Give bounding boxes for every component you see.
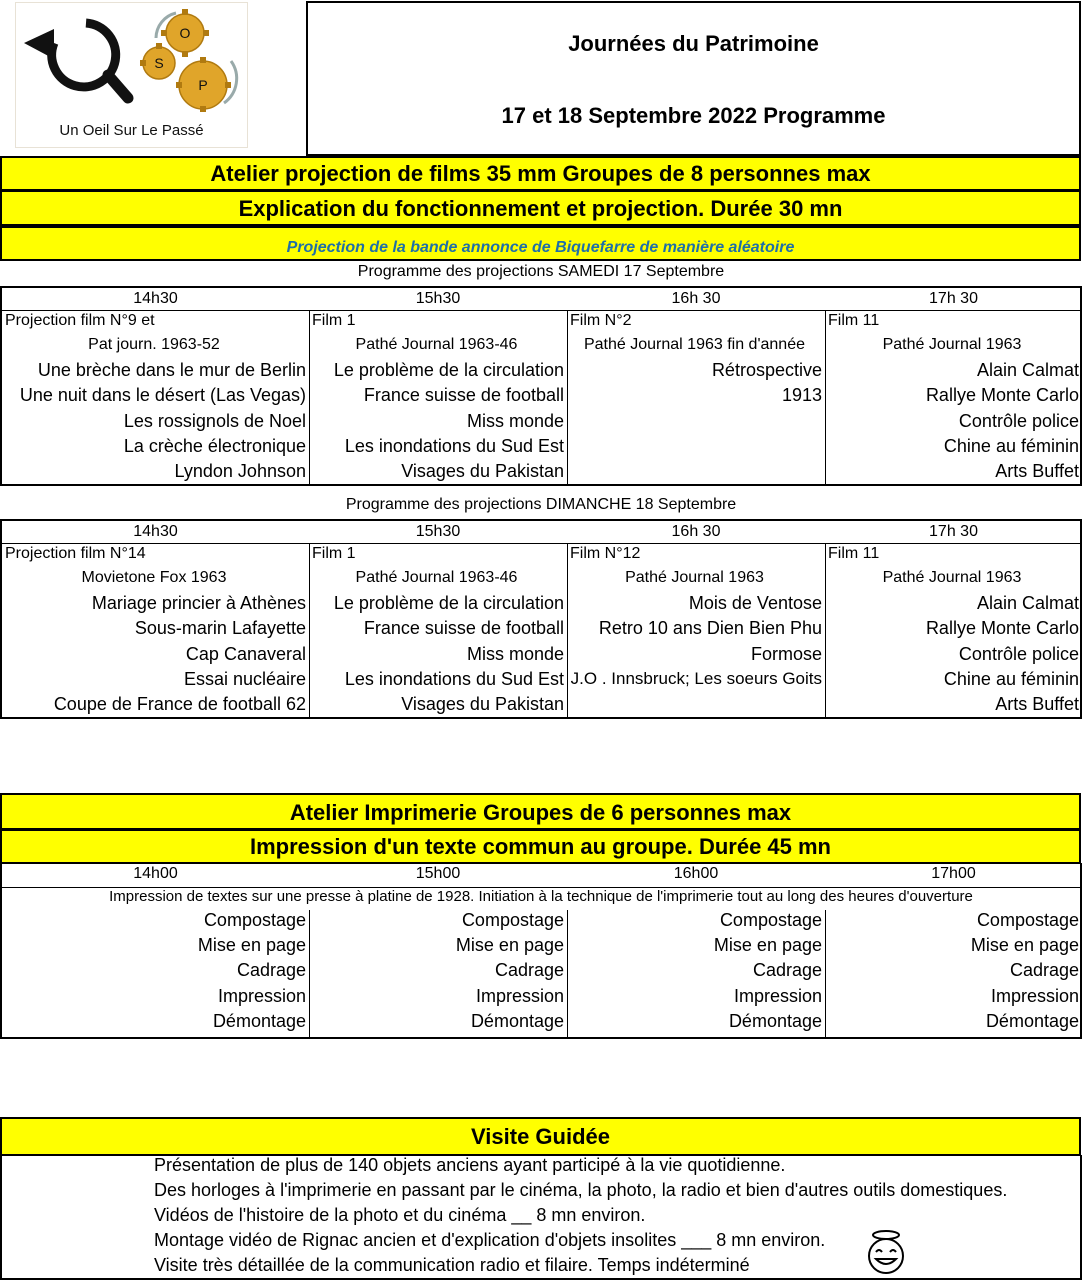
film-item: Le problème de la circulation	[333, 593, 564, 613]
print-step: Mise en page	[713, 935, 822, 955]
time-header: 14h00	[133, 865, 178, 882]
film-item: Visages du Pakistan	[401, 694, 564, 714]
time-header: 16h 30	[671, 523, 721, 540]
visit-line: Présentation de plus de 140 objets anciens ayant participé à la vie quotidienne.	[154, 1155, 786, 1175]
film-item: Rallye Monte Carlo	[925, 618, 1079, 638]
time-header: 16h00	[673, 865, 719, 882]
film-item: Visages du Pakistan	[401, 461, 564, 481]
print-step: Mise en page	[970, 935, 1079, 955]
program-column	[825, 543, 1082, 717]
visit-line: Visite très détaillée de la communication radio et filaire. Temps indéterminé	[154, 1255, 750, 1275]
film-label: Film N°12	[570, 545, 641, 562]
film-item: Chine au féminin	[943, 436, 1079, 456]
time-header: 15h00	[415, 865, 461, 882]
journal-label: Movietone Fox 1963	[81, 569, 227, 586]
sunday-time-row	[2, 521, 1080, 544]
print-workshop-subtitle: Impression d'un texte commun au groupe. Durée 45 mn	[0, 829, 1081, 864]
film-label: Film 1	[312, 312, 356, 329]
print-steps-column	[825, 910, 1082, 1037]
film-workshop-subtitle: Explication du fonctionnement et projection. Durée 30 mn	[0, 190, 1081, 226]
time-header: 14h30	[133, 523, 178, 540]
film-item: Alain Calmat	[976, 360, 1079, 380]
film-item: Coupe de France de football 62	[53, 694, 306, 714]
film-item: Contrôle police	[958, 644, 1079, 664]
film-label: Projection film N°9 et	[5, 312, 155, 329]
print-step: Démontage	[470, 1011, 564, 1031]
film-item: Mois de Ventose	[688, 593, 822, 613]
film-item: France suisse de football	[363, 385, 564, 405]
film-item: Les inondations du Sud Est	[344, 669, 564, 689]
film-item: La crèche électronique	[123, 436, 306, 456]
film-item: Une nuit dans le désert (Las Vegas)	[19, 385, 306, 405]
print-step: Démontage	[728, 1011, 822, 1031]
saturday-time-row	[2, 288, 1080, 311]
angel-smiley-icon	[864, 1229, 908, 1275]
film-item: Arts Buffet	[995, 461, 1079, 481]
svg-text:P: P	[198, 77, 208, 93]
print-step: Impression	[217, 986, 306, 1006]
time-header: 17h 30	[929, 523, 978, 540]
sunday-program-table	[0, 519, 1082, 719]
journal-label: Pathé Journal 1963	[882, 336, 1022, 353]
film-label: Film N°2	[570, 312, 632, 329]
program-column	[567, 310, 826, 484]
visit-line: Des horloges à l'imprimerie en passant par le cinéma, la photo, la radio et bien d'autres outils domestiques.	[154, 1180, 1008, 1200]
print-step: Démontage	[212, 1011, 306, 1031]
saturday-caption: Programme des projections SAMEDI 17 Septembre	[357, 263, 725, 280]
film-item: J.O . Innsbruck; Les soeurs Goits	[570, 669, 822, 688]
film-item: Mariage princier à Athènes	[91, 593, 306, 613]
film-workshop-note: Projection de la bande annonce de Biquefarre de manière aléatoire	[286, 239, 795, 256]
film-item: Les inondations du Sud Est	[344, 436, 564, 456]
time-header: 15h30	[415, 523, 461, 540]
journal-label: Pathé Journal 1963	[625, 569, 764, 586]
sunday-caption: Programme des projections DIMANCHE 18 Septembre	[345, 496, 737, 513]
print-step: Cadrage	[494, 960, 564, 980]
film-item: 1913	[781, 385, 822, 405]
saturday-program-table	[0, 286, 1082, 486]
journal-label: Pat journ. 1963-52	[88, 336, 220, 353]
film-item: Cap Canaveral	[185, 644, 306, 664]
logo	[15, 2, 248, 148]
print-step: Mise en page	[197, 935, 306, 955]
journal-label: Pathé Journal 1963-46	[355, 569, 518, 586]
film-item: Essai nucléaire	[183, 669, 306, 689]
program-column	[825, 310, 1082, 484]
time-header: 17h 30	[929, 290, 978, 307]
title-box	[306, 1, 1081, 156]
journal-label: Pathé Journal 1963	[882, 569, 1022, 586]
visit-line: Montage vidéo de Rignac ancien et d'explication d'objets insolites ___ 8 mn environ.	[154, 1230, 826, 1250]
print-step: Compostage	[203, 910, 306, 930]
film-item: Lyndon Johnson	[174, 461, 306, 481]
magnifier-refresh-icon	[16, 3, 247, 121]
film-workshop-title: Atelier projection de films 35 mm Groupes de 8 personnes max	[0, 156, 1081, 191]
film-item: Rétrospective	[711, 360, 822, 380]
film-item: Contrôle police	[958, 411, 1079, 431]
visit-box	[0, 1155, 1082, 1280]
print-steps-column	[2, 910, 310, 1037]
film-item: Sous-marin Lafayette	[134, 618, 306, 638]
print-workshop-title: Atelier Imprimerie Groupes de 6 personnes max	[0, 793, 1081, 830]
print-step: Démontage	[985, 1011, 1079, 1031]
time-header: 17h00	[931, 865, 976, 882]
time-header: 16h 30	[671, 290, 721, 307]
film-item: Arts Buffet	[995, 694, 1079, 714]
film-item: Chine au féminin	[943, 669, 1079, 689]
journal-label: Pathé Journal 1963 fin d'année	[583, 336, 805, 353]
print-step: Cadrage	[236, 960, 306, 980]
film-label: Film 11	[828, 545, 880, 562]
visit-line: Vidéos de l'histoire de la photo et du cinéma __ 8 mn environ.	[154, 1205, 646, 1225]
program-column	[309, 543, 568, 717]
film-label: Film 1	[312, 545, 356, 562]
print-steps-column	[567, 910, 826, 1037]
visit-title: Visite Guidée	[0, 1117, 1081, 1156]
film-item: Alain Calmat	[976, 593, 1079, 613]
film-item: Les rossignols de Noel	[123, 411, 306, 431]
print-step: Impression	[475, 986, 564, 1006]
film-label: Film 11	[828, 312, 880, 329]
logo-text: Un Oeil Sur Le Passé	[59, 122, 204, 139]
print-step: Compostage	[461, 910, 564, 930]
film-workshop-note-bar	[0, 226, 1081, 261]
film-item: Formose	[750, 644, 822, 664]
print-time-row	[2, 863, 1080, 888]
film-item: France suisse de football	[363, 618, 564, 638]
film-item: Rallye Monte Carlo	[925, 385, 1079, 405]
print-step: Mise en page	[455, 935, 564, 955]
svg-text:O: O	[179, 25, 191, 41]
film-item: Miss monde	[466, 644, 564, 664]
program-column	[309, 310, 568, 484]
film-item: Miss monde	[466, 411, 564, 431]
program-column	[2, 543, 310, 717]
svg-text:S: S	[154, 55, 164, 71]
time-header: 14h30	[133, 290, 178, 307]
print-step: Impression	[733, 986, 822, 1006]
page-title: Journées du Patrimoine	[568, 31, 819, 56]
film-label: Projection film N°14	[5, 545, 146, 562]
film-item: Retro 10 ans Dien Bien Phu	[598, 618, 822, 638]
time-header: 15h30	[415, 290, 461, 307]
print-step: Compostage	[976, 910, 1079, 930]
print-workshop-table	[0, 863, 1082, 1039]
print-step: Cadrage	[1009, 960, 1079, 980]
print-step: Impression	[990, 986, 1079, 1006]
page-subtitle: 17 et 18 Septembre 2022 Programme	[501, 103, 886, 128]
print-step: Compostage	[719, 910, 822, 930]
film-item: Le problème de la circulation	[333, 360, 564, 380]
print-step: Cadrage	[752, 960, 822, 980]
program-column	[567, 543, 826, 717]
film-item: Une brèche dans le mur de Berlin	[37, 360, 306, 380]
print-steps-column	[309, 910, 568, 1037]
program-column	[2, 310, 310, 484]
print-description: Impression de textes sur une presse à platine de 1928. Initiation à la technique de l'imprimerie tout au long des heures d'ouverture	[109, 888, 973, 905]
journal-label: Pathé Journal 1963-46	[355, 336, 518, 353]
